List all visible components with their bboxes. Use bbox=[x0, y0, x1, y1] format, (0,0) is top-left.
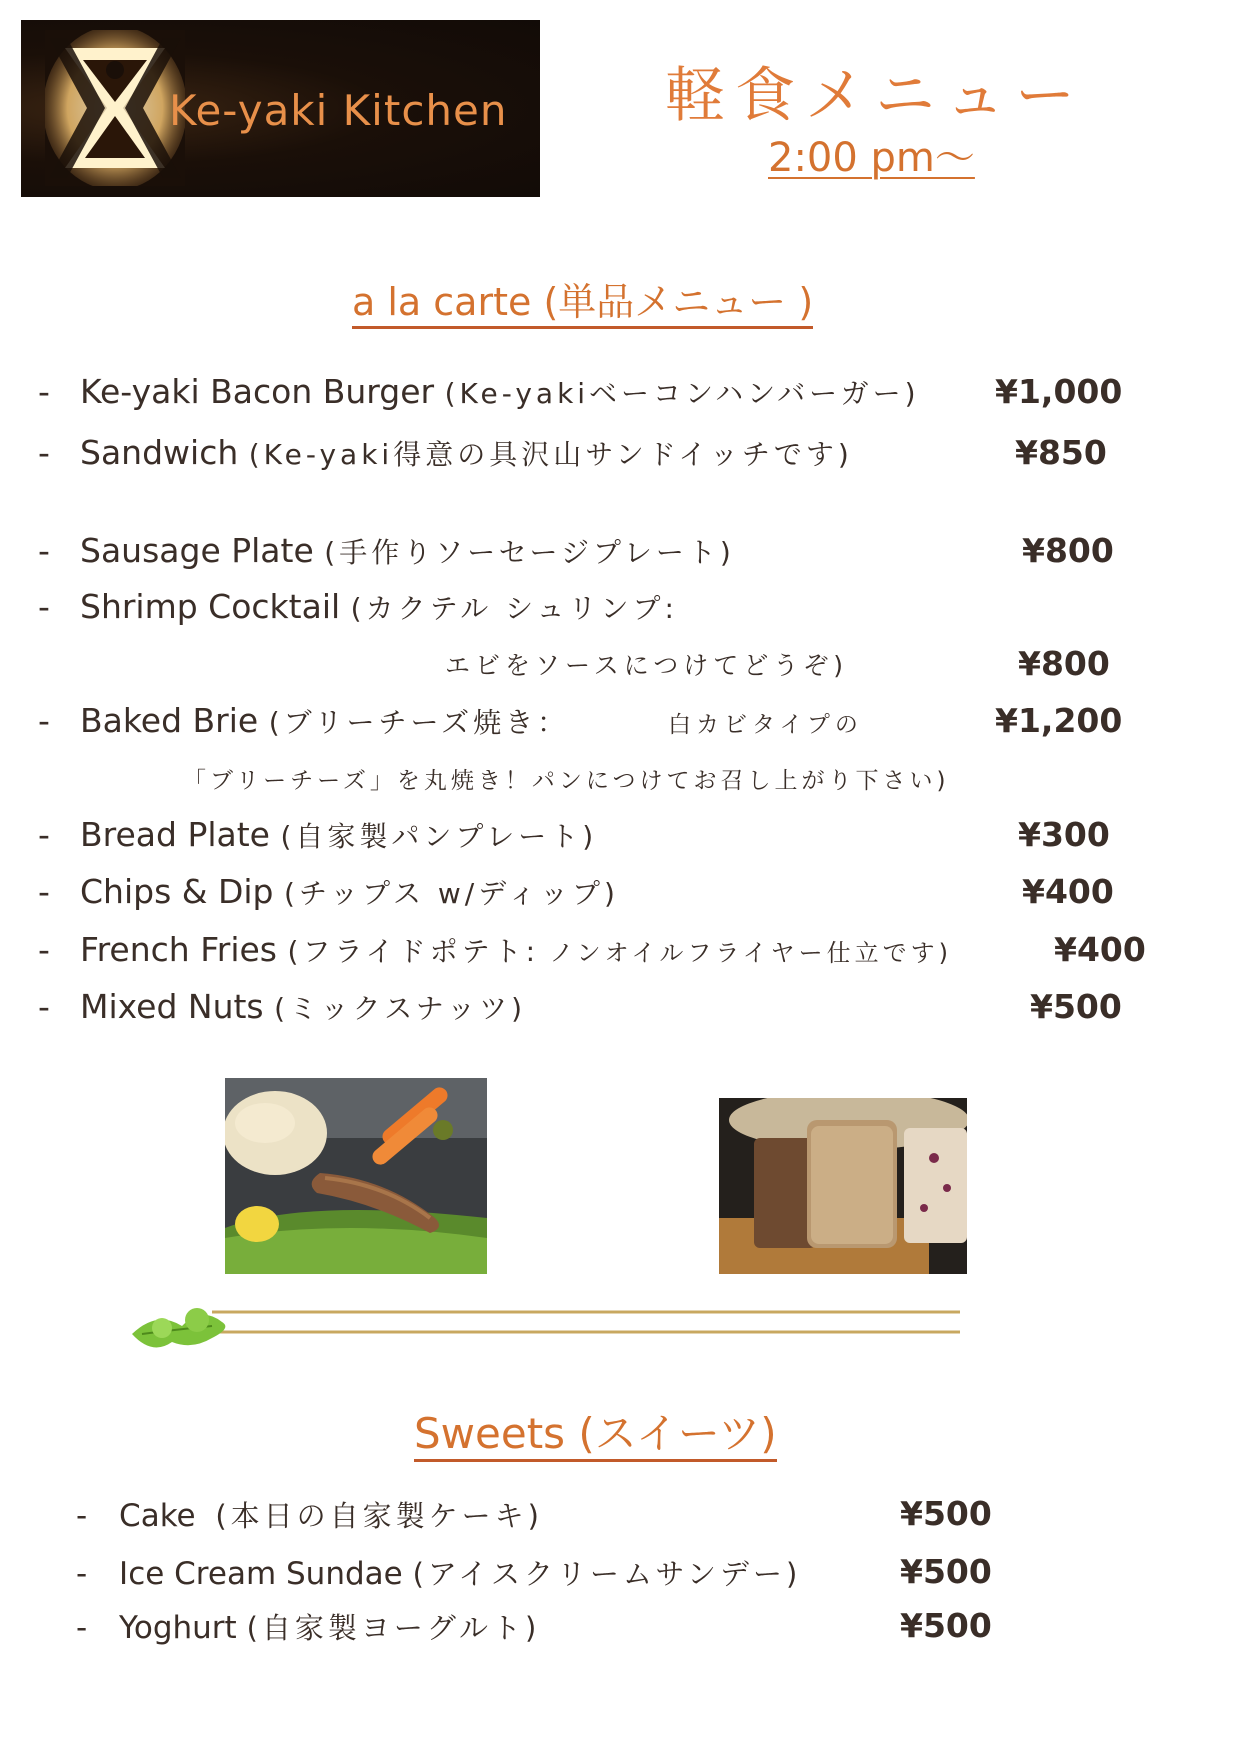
leaf-divider bbox=[112, 1298, 972, 1358]
item-price: ¥400 bbox=[1022, 872, 1114, 911]
item-jp-name: (ブリーチーズ焼き： bbox=[268, 706, 570, 739]
item-dash: - bbox=[38, 587, 50, 626]
item-price: ¥1,000 bbox=[995, 372, 1123, 411]
item-dash: - bbox=[38, 372, 50, 411]
item-price: ¥850 bbox=[1015, 433, 1107, 472]
item-price: ¥500 bbox=[900, 1552, 992, 1591]
item-jp-name: (ミックスナッツ) bbox=[274, 992, 527, 1025]
item-jp-name: (チップス w/ディップ) bbox=[284, 877, 619, 910]
sweets-item bbox=[76, 1494, 543, 1535]
item-name: Mixed Nuts (ミックスナッツ) bbox=[80, 987, 527, 1026]
item-dash: - bbox=[76, 1610, 88, 1646]
item-name: Ke-yaki Bacon Burger (Ke-yakiベーコンハンバーガー) bbox=[80, 372, 920, 411]
item-price: ¥400 bbox=[1054, 930, 1146, 969]
alacarte-title: a la carte (単品メニュー ) bbox=[352, 282, 813, 329]
item-name: Ice Cream Sundae (アイスクリームサンデー) bbox=[119, 1556, 802, 1592]
item-dash: - bbox=[38, 930, 50, 969]
item-dash: - bbox=[38, 815, 50, 854]
item-description: エビをソースにつけてどうぞ) bbox=[445, 651, 849, 680]
item-jp-name: (自家製パンプレート) bbox=[280, 820, 598, 853]
item-jp-name: (アイスクリームサンデー) bbox=[412, 1557, 802, 1591]
item-name: Sausage Plate (手作りソーセージプレート) bbox=[80, 531, 735, 570]
brand-name: Ke-yaki Kitchen bbox=[169, 86, 508, 135]
item-price: ¥500 bbox=[1030, 987, 1122, 1026]
item-price: ¥800 bbox=[1022, 531, 1114, 570]
hourglass-logo-icon bbox=[45, 30, 185, 186]
item-name: Sandwich (Ke-yaki得意の具沢山サンドイッチです) bbox=[80, 433, 853, 472]
item-price: ¥500 bbox=[900, 1494, 992, 1533]
bread-plate-photo bbox=[719, 1098, 967, 1274]
item-dash: - bbox=[38, 433, 50, 472]
item-name: Yoghurt (自家製ヨーグルト) bbox=[119, 1610, 541, 1646]
item-price: ¥300 bbox=[1018, 815, 1110, 854]
item-name: Bread Plate (自家製パンプレート) bbox=[80, 815, 598, 854]
item-jp-note: ノンオイルフライヤー仕立です) bbox=[549, 939, 953, 967]
item-jp-name: (Ke-yaki得意の具沢山サンドイッチです) bbox=[248, 438, 853, 471]
item-dash: - bbox=[38, 987, 50, 1026]
bread-plate-image bbox=[719, 1098, 967, 1274]
item-name: French Fries (フライドポテト: ノンオイルフライヤー仕立です) bbox=[80, 930, 953, 969]
menu-time: 2:00 pm～ bbox=[768, 135, 975, 181]
sweets-item bbox=[76, 1606, 540, 1647]
item-price: ¥1,200 bbox=[995, 701, 1123, 740]
sausage-plate-image bbox=[225, 1078, 487, 1274]
menu-title: 軽食メニュー bbox=[665, 61, 1085, 131]
item-price: ¥500 bbox=[900, 1606, 992, 1645]
item-dash: - bbox=[38, 872, 50, 911]
item-jp-name: (自家製ヨーグルト) bbox=[246, 1611, 541, 1645]
item-jp-name: (手作りソーセージプレート) bbox=[324, 536, 735, 569]
item-dash: - bbox=[76, 1498, 88, 1534]
item-dash: - bbox=[38, 701, 50, 740]
item-name: Chips & Dip (チップス w/ディップ) bbox=[80, 872, 619, 911]
item-description: 白カビタイプの bbox=[668, 712, 863, 738]
item-dash: - bbox=[76, 1556, 88, 1592]
sausage-plate-photo bbox=[225, 1078, 487, 1274]
sweets-item bbox=[76, 1552, 801, 1593]
item-name: Baked Brie (ブリーチーズ焼き： bbox=[80, 701, 570, 740]
sweets-title: Sweets (スイーツ) bbox=[414, 1411, 777, 1462]
item-price: ¥800 bbox=[1018, 644, 1110, 683]
item-jp-name: (本日の自家製ケーキ) bbox=[215, 1499, 543, 1533]
item-name: Shrimp Cocktail (カクテル シュリンプ: bbox=[80, 587, 678, 626]
item-name: Cake (本日の自家製ケーキ) bbox=[119, 1498, 543, 1534]
item-jp-name: (Ke-yakiベーコンハンバーガー) bbox=[444, 377, 920, 410]
item-jp-name: (カクテル シュリンプ: bbox=[350, 592, 678, 625]
item-dash: - bbox=[38, 531, 50, 570]
item-jp-name: (フライドポテト: bbox=[287, 935, 540, 968]
item-description: 「ブリーチーズ」を丸焼き！パンにつけてお召し上がり下さい) bbox=[183, 768, 950, 794]
logo bbox=[21, 20, 540, 197]
